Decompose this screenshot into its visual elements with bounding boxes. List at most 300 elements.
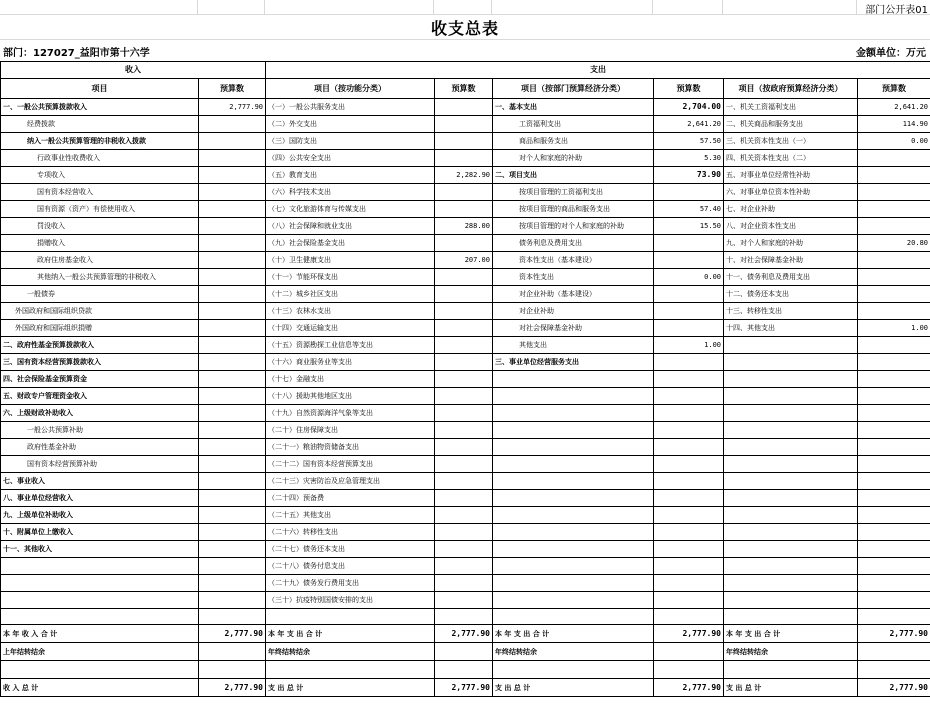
income-section-header: 收入 xyxy=(1,62,266,79)
item-cell: 收 入 总 计 xyxy=(1,679,199,697)
amount-cell xyxy=(654,575,724,592)
item-cell xyxy=(493,456,654,473)
item-cell xyxy=(724,354,858,371)
amount-cell xyxy=(199,269,266,286)
amount-cell xyxy=(199,592,266,609)
item-cell xyxy=(493,575,654,592)
amount-cell xyxy=(654,541,724,558)
item-cell: 一、一般公共预算拨款收入 xyxy=(1,99,199,116)
amount-cell xyxy=(858,490,930,507)
item-cell xyxy=(493,592,654,609)
amount-cell xyxy=(199,524,266,541)
item-cell: 罚没收入 xyxy=(1,218,199,235)
table-row xyxy=(1,507,930,524)
table-row xyxy=(1,116,930,133)
item-cell: （十三）农林水支出 xyxy=(266,303,435,320)
amount-cell xyxy=(199,218,266,235)
item-cell: 工资福利支出 xyxy=(493,116,654,133)
amount-cell xyxy=(435,507,493,524)
item-cell: （十四）交通运输支出 xyxy=(266,320,435,337)
column-header: 预算数 xyxy=(858,79,930,99)
amount-cell: 2,777.90 xyxy=(199,679,266,697)
table-row xyxy=(1,609,930,625)
amount-cell xyxy=(199,116,266,133)
item-cell: 十、附属单位上缴收入 xyxy=(1,524,199,541)
table-row xyxy=(1,201,930,218)
item-cell: 九、对个人和家庭的补助 xyxy=(724,235,858,252)
item-cell: （十八）援助其他地区支出 xyxy=(266,388,435,405)
item-cell: 四、机关资本性支出（二） xyxy=(724,150,858,167)
table-row xyxy=(1,218,930,235)
section-header-row xyxy=(1,62,930,79)
item-cell xyxy=(724,507,858,524)
amount-cell: 57.50 xyxy=(654,133,724,150)
item-cell: 十三、转移性支出 xyxy=(724,303,858,320)
item-cell xyxy=(724,661,858,679)
amount-cell xyxy=(199,201,266,218)
item-cell: 七、事业收入 xyxy=(1,473,199,490)
amount-cell xyxy=(654,456,724,473)
amount-cell xyxy=(435,592,493,609)
item-cell: （十二）城乡社区支出 xyxy=(266,286,435,303)
item-cell: 四、社会保险基金预算资金 xyxy=(1,371,199,388)
item-cell: （二十六）转移性支出 xyxy=(266,524,435,541)
amount-cell: 5.30 xyxy=(654,150,724,167)
amount-cell xyxy=(199,405,266,422)
item-cell: 九、上级单位补助收入 xyxy=(1,507,199,524)
item-cell xyxy=(493,422,654,439)
amount-cell xyxy=(654,558,724,575)
total-row xyxy=(1,643,930,661)
item-cell: 十一、其他收入 xyxy=(1,541,199,558)
item-cell xyxy=(493,558,654,575)
item-cell: 行政事业性收费收入 xyxy=(1,150,199,167)
amount-cell xyxy=(199,150,266,167)
item-cell: 六、上级财政补助收入 xyxy=(1,405,199,422)
amount-cell xyxy=(858,303,930,320)
item-cell: 五、财政专户管理资金收入 xyxy=(1,388,199,405)
amount-cell xyxy=(435,99,493,116)
amount-cell: 1.00 xyxy=(654,337,724,354)
item-cell: （二十）住房保障支出 xyxy=(266,422,435,439)
amount-cell xyxy=(435,439,493,456)
amount-cell xyxy=(858,592,930,609)
amount-cell xyxy=(654,661,724,679)
column-header: 预算数 xyxy=(435,79,493,99)
amount-cell xyxy=(858,524,930,541)
item-cell xyxy=(1,661,199,679)
item-cell: 国有资本经营收入 xyxy=(1,184,199,201)
table-row xyxy=(1,473,930,490)
item-cell: 其他纳入一般公共预算管理的非税收入 xyxy=(1,269,199,286)
amount-cell xyxy=(435,303,493,320)
item-cell: 本 年 收 入 合 计 xyxy=(1,625,199,643)
amount-cell xyxy=(654,643,724,661)
amount-cell xyxy=(435,422,493,439)
item-cell xyxy=(724,337,858,354)
amount-cell xyxy=(199,643,266,661)
item-cell: 债务利息及费用支出 xyxy=(493,235,654,252)
item-cell xyxy=(1,592,199,609)
item-cell xyxy=(266,609,435,625)
table-row xyxy=(1,337,930,354)
amount-cell: 2,777.90 xyxy=(858,625,930,643)
item-cell xyxy=(1,609,199,625)
amount-cell xyxy=(858,371,930,388)
amount-cell xyxy=(858,507,930,524)
item-cell: 六、对事业单位资本性补助 xyxy=(724,184,858,201)
amount-cell xyxy=(654,405,724,422)
amount-cell: 114.90 xyxy=(858,116,930,133)
column-header: 项目（按政府预算经济分类） xyxy=(724,79,858,99)
amount-cell xyxy=(199,558,266,575)
amount-cell xyxy=(654,320,724,337)
department-label: 部门：127027_益阳市第十六学 xyxy=(3,48,150,59)
amount-cell xyxy=(199,286,266,303)
item-cell: （十一）节能环保支出 xyxy=(266,269,435,286)
item-cell: 五、对事业单位经常性补助 xyxy=(724,167,858,184)
item-cell: 七、对企业补助 xyxy=(724,201,858,218)
amount-cell xyxy=(435,609,493,625)
table-row xyxy=(1,99,930,116)
item-cell: 对企业补助 xyxy=(493,303,654,320)
amount-cell xyxy=(435,354,493,371)
expense-section-header: 支出 xyxy=(266,62,930,79)
amount-cell: 73.90 xyxy=(654,167,724,184)
item-cell: 年终结转结余 xyxy=(266,643,435,661)
item-cell: 上年结转结余 xyxy=(1,643,199,661)
item-cell: （二十九）债务发行费用支出 xyxy=(266,575,435,592)
amount-cell xyxy=(858,252,930,269)
amount-cell xyxy=(858,337,930,354)
item-cell: 十二、债务还本支出 xyxy=(724,286,858,303)
item-cell xyxy=(493,473,654,490)
item-cell: 支 出 总 计 xyxy=(724,679,858,697)
item-cell xyxy=(1,575,199,592)
table-row xyxy=(1,422,930,439)
item-cell: （十五）资源勘探工业信息等支出 xyxy=(266,337,435,354)
item-cell xyxy=(266,661,435,679)
item-cell: 十四、其他支出 xyxy=(724,320,858,337)
item-cell: 按项目管理的对个人和家庭的补助 xyxy=(493,218,654,235)
amount-cell xyxy=(654,473,724,490)
amount-cell xyxy=(858,405,930,422)
amount-cell xyxy=(435,150,493,167)
item-cell xyxy=(724,609,858,625)
amount-cell xyxy=(435,235,493,252)
item-cell xyxy=(724,388,858,405)
item-cell: 政府住房基金收入 xyxy=(1,252,199,269)
amount-cell: 2,641.20 xyxy=(654,116,724,133)
item-cell: （十）卫生健康支出 xyxy=(266,252,435,269)
amount-cell xyxy=(858,439,930,456)
amount-cell xyxy=(199,235,266,252)
amount-cell xyxy=(858,354,930,371)
amount-cell xyxy=(654,371,724,388)
amount-cell: 0.00 xyxy=(858,133,930,150)
table-row xyxy=(1,354,930,371)
table-row xyxy=(1,150,930,167)
amount-cell xyxy=(199,456,266,473)
amount-cell xyxy=(858,643,930,661)
item-cell: 国有资本经营预算补助 xyxy=(1,456,199,473)
item-cell xyxy=(724,490,858,507)
table-row xyxy=(1,269,930,286)
total-row xyxy=(1,661,930,679)
amount-cell xyxy=(654,252,724,269)
amount-unit-label: 金额单位：万元 xyxy=(856,48,926,59)
item-cell: 年终结转结余 xyxy=(493,643,654,661)
item-cell xyxy=(724,524,858,541)
table-row xyxy=(1,320,930,337)
item-cell xyxy=(493,405,654,422)
table-row xyxy=(1,575,930,592)
column-header: 项目 xyxy=(1,79,199,99)
item-cell: 专项收入 xyxy=(1,167,199,184)
item-cell xyxy=(493,524,654,541)
amount-cell xyxy=(199,490,266,507)
amount-cell xyxy=(435,337,493,354)
amount-cell xyxy=(435,490,493,507)
amount-cell xyxy=(858,269,930,286)
amount-cell: 2,777.90 xyxy=(435,679,493,697)
item-cell: 二、机关商品和服务支出 xyxy=(724,116,858,133)
item-cell: 经费拨款 xyxy=(1,116,199,133)
item-cell: （三）国防支出 xyxy=(266,133,435,150)
item-cell: （十七）金融支出 xyxy=(266,371,435,388)
amount-cell xyxy=(435,388,493,405)
amount-cell xyxy=(435,661,493,679)
item-cell: （十六）商业服务业等支出 xyxy=(266,354,435,371)
item-cell: 一、基本支出 xyxy=(493,99,654,116)
item-cell xyxy=(724,541,858,558)
item-cell: 国有资源（资产）有偿使用收入 xyxy=(1,201,199,218)
item-cell: 按项目管理的商品和服务支出 xyxy=(493,201,654,218)
amount-cell xyxy=(199,184,266,201)
item-cell xyxy=(724,473,858,490)
amount-cell xyxy=(858,150,930,167)
amount-cell: 15.50 xyxy=(654,218,724,235)
column-header: 预算数 xyxy=(654,79,724,99)
table-row xyxy=(1,252,930,269)
amount-cell: 2,777.90 xyxy=(654,625,724,643)
amount-cell xyxy=(435,269,493,286)
item-cell xyxy=(1,558,199,575)
amount-cell xyxy=(199,609,266,625)
item-cell xyxy=(493,609,654,625)
amount-cell xyxy=(435,320,493,337)
item-cell: （二）外交支出 xyxy=(266,116,435,133)
item-cell: （六）科学技术支出 xyxy=(266,184,435,201)
amount-cell xyxy=(435,201,493,218)
total-row xyxy=(1,679,930,697)
page-title: 收支总表 xyxy=(430,19,499,38)
item-cell: 十、对社会保障基金补助 xyxy=(724,252,858,269)
amount-cell xyxy=(858,218,930,235)
amount-cell: 2,777.90 xyxy=(654,679,724,697)
table-row xyxy=(1,558,930,575)
amount-cell: 2,777.90 xyxy=(199,99,266,116)
table-row xyxy=(1,371,930,388)
amount-cell xyxy=(435,473,493,490)
table-row xyxy=(1,388,930,405)
table-row xyxy=(1,286,930,303)
amount-cell: 20.80 xyxy=(858,235,930,252)
amount-cell xyxy=(858,541,930,558)
item-cell: 二、政府性基金预算拨款收入 xyxy=(1,337,199,354)
amount-cell: 1.00 xyxy=(858,320,930,337)
item-cell xyxy=(493,541,654,558)
item-cell: 按项目管理的工资福利支出 xyxy=(493,184,654,201)
amount-cell xyxy=(199,575,266,592)
amount-cell xyxy=(858,558,930,575)
item-cell: 纳入一般公共预算管理的非税收入拨款 xyxy=(1,133,199,150)
amount-cell xyxy=(654,184,724,201)
item-cell: （八）社会保障和就业支出 xyxy=(266,218,435,235)
amount-cell xyxy=(858,609,930,625)
amount-cell: 2,777.90 xyxy=(858,679,930,697)
item-cell: 其他支出 xyxy=(493,337,654,354)
item-cell: 资本性支出 xyxy=(493,269,654,286)
table-row xyxy=(1,405,930,422)
amount-cell xyxy=(654,439,724,456)
item-cell: （二十五）其他支出 xyxy=(266,507,435,524)
item-cell xyxy=(724,405,858,422)
amount-cell xyxy=(654,592,724,609)
item-cell: 支 出 总 计 xyxy=(266,679,435,697)
amount-cell xyxy=(654,524,724,541)
item-cell: 三、国有资本经营预算拨款收入 xyxy=(1,354,199,371)
amount-cell xyxy=(435,643,493,661)
item-cell xyxy=(493,490,654,507)
item-cell: 八、对企业资本性支出 xyxy=(724,218,858,235)
item-cell xyxy=(724,575,858,592)
amount-cell xyxy=(199,133,266,150)
column-header-row xyxy=(1,79,930,99)
amount-cell xyxy=(654,354,724,371)
item-cell: 三、事业单位经营服务支出 xyxy=(493,354,654,371)
amount-cell xyxy=(435,405,493,422)
table-row xyxy=(1,541,930,558)
amount-cell xyxy=(858,388,930,405)
amount-cell xyxy=(654,235,724,252)
item-cell: 对社会保障基金补助 xyxy=(493,320,654,337)
item-cell xyxy=(724,558,858,575)
item-cell: （三十）抗疫特别国债安排的支出 xyxy=(266,592,435,609)
table-row xyxy=(1,490,930,507)
amount-cell xyxy=(654,388,724,405)
item-cell xyxy=(724,456,858,473)
table-row xyxy=(1,133,930,150)
amount-cell xyxy=(435,456,493,473)
table-row xyxy=(1,592,930,609)
amount-cell xyxy=(435,371,493,388)
table-row xyxy=(1,184,930,201)
item-cell xyxy=(724,371,858,388)
amount-cell: 2,704.00 xyxy=(654,99,724,116)
item-cell: 本 年 支 出 合 计 xyxy=(493,625,654,643)
item-cell: 十一、债务利息及费用支出 xyxy=(724,269,858,286)
item-cell: 二、项目支出 xyxy=(493,167,654,184)
item-cell: 八、事业单位经营收入 xyxy=(1,490,199,507)
amount-cell xyxy=(199,661,266,679)
amount-cell xyxy=(858,184,930,201)
amount-cell xyxy=(654,609,724,625)
amount-cell xyxy=(858,286,930,303)
amount-cell xyxy=(435,541,493,558)
item-cell xyxy=(493,439,654,456)
amount-cell xyxy=(199,303,266,320)
amount-cell: 2,641.20 xyxy=(858,99,930,116)
amount-cell xyxy=(199,167,266,184)
column-header: 项目（按功能分类） xyxy=(266,79,435,99)
amount-cell xyxy=(858,575,930,592)
amount-cell: 207.00 xyxy=(435,252,493,269)
amount-cell: 0.00 xyxy=(654,269,724,286)
amount-cell xyxy=(435,286,493,303)
column-header: 预算数 xyxy=(199,79,266,99)
amount-cell xyxy=(435,558,493,575)
item-cell: （二十八）债务付息支出 xyxy=(266,558,435,575)
amount-cell xyxy=(199,541,266,558)
column-header: 项目（按部门预算经济分类） xyxy=(493,79,654,99)
item-cell: 捐赠收入 xyxy=(1,235,199,252)
amount-cell xyxy=(654,422,724,439)
item-cell: 支 出 总 计 xyxy=(493,679,654,697)
item-cell: 本 年 支 出 合 计 xyxy=(266,625,435,643)
item-cell xyxy=(724,422,858,439)
amount-cell xyxy=(199,388,266,405)
item-cell: （二十七）债务还本支出 xyxy=(266,541,435,558)
total-row xyxy=(1,625,930,643)
amount-cell xyxy=(435,575,493,592)
amount-cell xyxy=(858,661,930,679)
amount-cell xyxy=(435,133,493,150)
budget-summary-table xyxy=(0,61,930,697)
amount-cell xyxy=(654,286,724,303)
table-row xyxy=(1,439,930,456)
table-row xyxy=(1,235,930,252)
table-row xyxy=(1,303,930,320)
item-cell xyxy=(724,592,858,609)
amount-cell xyxy=(199,507,266,524)
amount-cell xyxy=(654,303,724,320)
table-row xyxy=(1,456,930,473)
item-cell: 外国政府和国际组织捐赠 xyxy=(1,320,199,337)
amount-cell xyxy=(199,320,266,337)
item-cell: 政府性基金补助 xyxy=(1,439,199,456)
item-cell: 年终结转结余 xyxy=(724,643,858,661)
amount-cell: 2,777.90 xyxy=(435,625,493,643)
amount-cell xyxy=(199,473,266,490)
amount-cell xyxy=(199,354,266,371)
amount-cell xyxy=(858,167,930,184)
item-cell: （二十一）粮油物资储备支出 xyxy=(266,439,435,456)
item-cell: （一）一般公共服务支出 xyxy=(266,99,435,116)
amount-cell xyxy=(199,371,266,388)
table-row xyxy=(1,524,930,541)
item-cell: 三、机关资本性支出（一） xyxy=(724,133,858,150)
amount-cell: 2,777.90 xyxy=(199,625,266,643)
item-cell: （二十四）预备费 xyxy=(266,490,435,507)
amount-cell xyxy=(858,201,930,218)
amount-cell xyxy=(858,456,930,473)
amount-cell xyxy=(654,490,724,507)
item-cell: 一般公共预算补助 xyxy=(1,422,199,439)
item-cell xyxy=(493,507,654,524)
item-cell: （十九）自然资源海洋气象等支出 xyxy=(266,405,435,422)
amount-cell xyxy=(858,422,930,439)
